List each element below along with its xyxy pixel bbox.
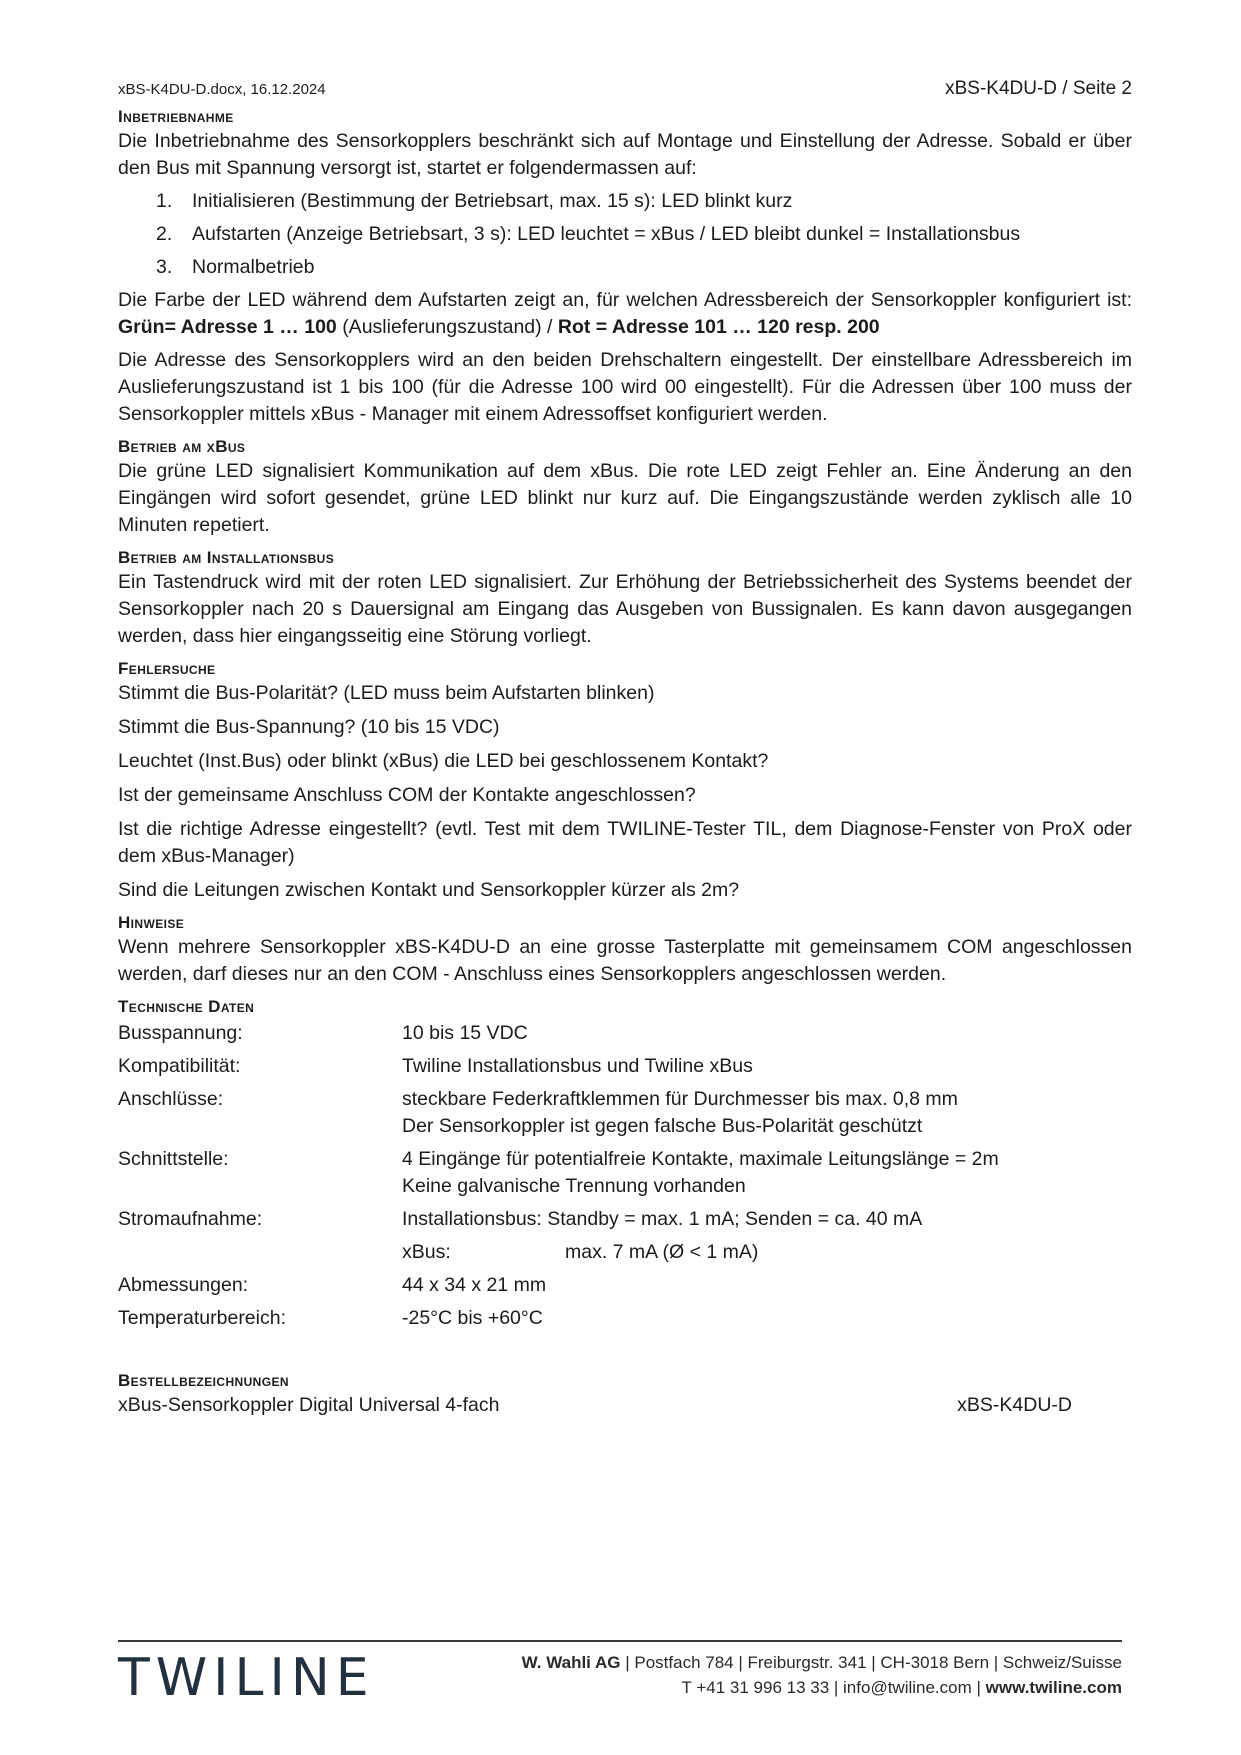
table-row [118, 1305, 1132, 1338]
spec-value: Twiline Installationsbus und Twiline xBus [402, 1055, 753, 1077]
company-contact-line [522, 1675, 1122, 1700]
spec-sub-value: max. 7 mA (Ø < 1 mA) [565, 1241, 759, 1263]
led-delivery-state: (Auslieferungszustand) / [342, 316, 553, 338]
table-row [118, 1272, 1132, 1305]
table-row [118, 1086, 1132, 1146]
startup-steps-list [118, 188, 1132, 281]
order-product-name: xBus-Sensorkoppler Digital Universal 4-fach [118, 1394, 500, 1416]
page-footer [118, 1640, 1122, 1708]
spec-value-line: Keine galvanische Trennung vorhanden [402, 1175, 746, 1197]
spec-key: Abmessungen: [118, 1274, 249, 1296]
spec-value: 44 x 34 x 21 mm [402, 1274, 547, 1296]
spec-value: -25°C bis +60°C [402, 1307, 543, 1329]
table-row [118, 1146, 1132, 1206]
twiline-logo: TWILINE [118, 1648, 375, 1708]
step-number: 1. [156, 190, 173, 212]
page-header [118, 78, 1132, 104]
spec-value-line [402, 1239, 1132, 1266]
section-title-fehlersuche: Fehlersuche [118, 659, 216, 678]
led-color-text: Die Farbe der LED während dem Aufstarten zeigt an, für welchen Adressbereich der Sensorkoppler konfiguriert ist: [118, 289, 1132, 311]
section-title-inbetriebnahme: Inbetriebnahme [118, 107, 234, 126]
led-red-range: Rot = Adresse 101 … 120 resp. 200 [557, 316, 880, 338]
order-row [118, 1392, 1132, 1419]
company-address-line [522, 1650, 1122, 1675]
table-row [118, 1053, 1132, 1086]
spec-key: Stromaufnahme: [118, 1208, 263, 1230]
list-item: Sind die Leitungen zwischen Kontakt und Sensorkoppler kürzer als 2m? [118, 879, 740, 901]
spec-value-multiline [402, 1086, 1132, 1146]
led-color-paragraph [118, 287, 1132, 341]
step-text: Initialisieren (Bestimmung der Betriebsart, max. 15 s): LED blinkt kurz [192, 190, 793, 212]
section-title-technische-daten: Technische Daten [118, 997, 255, 1016]
led-green-range: Grün= Adresse 1 … 100 [118, 316, 337, 338]
list-item: Ist der gemeinsame Anschluss COM der Kontakte angeschlossen? [118, 784, 696, 806]
header-page-number: xBS-K4DU-D / Seite 2 [945, 78, 1132, 99]
section-title-betrieb-xbus: Betrieb am xBus [118, 437, 246, 456]
spec-value-line: 4 Eingänge für potentialfreie Kontakte, maximale Leitungslänge = 2m [402, 1148, 999, 1170]
spec-value-line: steckbare Federkraftklemmen für Durchmesser bis max. 0,8 mm [402, 1088, 958, 1110]
spec-value-line: Installationsbus: Standby = max. 1 mA; Senden = ca. 40 mA [402, 1208, 923, 1230]
betrieb-installationsbus-text: Ein Tastendruck wird mit der roten LED signalisiert. Zur Erhöhung der Betriebssicherheit des Systems beendet der Sensorkoppler nach 20 s Dauersignal am Eingang das Ausgeben von Bussignalen. Es kann davon ausgegangen werden, dass hier eingangsseitig eine Störung vorliegt. [118, 571, 1132, 647]
company-address: | Postfach 784 | Freiburgstr. 341 | CH-3018 Bern | Schweiz/Suisse [625, 1653, 1122, 1672]
spec-key: Anschlüsse: [118, 1088, 224, 1110]
address-paragraph: Die Adresse des Sensorkopplers wird an den beiden Drehschaltern eingestellt. Der einstellbare Adressbereich im Auslieferungszustand ist 1 bis 100 (für die Adresse 100 wird 00 eingestellt). Für die Adressen über 100 muss der Sensorkoppler mittels xBus - Manager mit einem Adressoffset konfiguriert werden. [118, 349, 1132, 425]
section-title-bestellbezeichnungen: Bestellbezeichnungen [118, 1371, 289, 1390]
company-contact: T +41 31 996 13 33 | info@twiline.com | [681, 1678, 981, 1697]
header-filename: xBS-K4DU-D.docx, 16.12.2024 [118, 81, 326, 98]
spec-value: 10 bis 15 VDC [402, 1022, 528, 1044]
list-item: Stimmt die Bus-Spannung? (10 bis 15 VDC) [118, 716, 500, 738]
document-page [118, 78, 1132, 1419]
company-website-link[interactable]: www.twiline.com [985, 1678, 1122, 1697]
step-number: 3. [156, 256, 173, 278]
list-item: Leuchtet (Inst.Bus) oder blinkt (xBus) die LED bei geschlossenem Kontakt? [118, 750, 769, 772]
spec-sub-key: xBus: [402, 1241, 451, 1263]
section-title-betrieb-installationsbus: Betrieb am Installationsbus [118, 548, 335, 567]
spec-value-multiline [402, 1146, 1132, 1206]
list-item [118, 221, 1132, 248]
technical-data-table [118, 1020, 1132, 1338]
spec-value-multiline [402, 1206, 1132, 1272]
company-name: W. Wahli AG [521, 1653, 621, 1672]
list-item: Stimmt die Bus-Polarität? (LED muss beim Aufstarten blinken) [118, 682, 655, 704]
table-row [118, 1020, 1132, 1053]
inbetriebnahme-intro: Die Inbetriebnahme des Sensorkopplers beschränkt sich auf Montage und Einstellung der Adresse. Sobald er über den Bus mit Spannung versorgt ist, startet er folgendermassen auf: [118, 130, 1132, 179]
betrieb-xbus-text: Die grüne LED signalisiert Kommunikation auf dem xBus. Die rote LED zeigt Fehler an. Eine Änderung an den Eingängen wird sofort gesendet, grüne LED blinkt nur kurz auf. Die Eingangszustände werden zyklisch alle 10 Minuten repetiert. [118, 460, 1132, 536]
section-title-hinweise: Hinweise [118, 913, 185, 932]
spec-key: Busspannung: [118, 1022, 243, 1044]
list-item: Ist die richtige Adresse eingestellt? (evtl. Test mit dem TWILINE-Tester TIL, dem Diagnose-Fenster von ProX oder dem xBus-Manager) [118, 818, 1132, 867]
hinweise-text: Wenn mehrere Sensorkoppler xBS-K4DU-D an eine grosse Tasterplatte mit gemeinsamem COM angeschlossen werden, darf dieses nur an den COM - Anschluss eines Sensorkopplers angeschlossen werden. [118, 936, 1132, 985]
list-item [118, 188, 1132, 215]
order-product-code: xBS-K4DU-D [957, 1394, 1072, 1416]
spec-value-line: Der Sensorkoppler ist gegen falsche Bus-Polarität geschützt [402, 1115, 923, 1137]
company-info [522, 1650, 1122, 1700]
list-item [118, 254, 1132, 281]
table-row [118, 1206, 1132, 1272]
footer-divider [118, 1640, 1122, 1642]
step-text: Aufstarten (Anzeige Betriebsart, 3 s): LED leuchtet = xBus / LED bleibt dunkel = Installationsbus [192, 223, 1021, 245]
step-text: Normalbetrieb [192, 256, 315, 278]
spec-key: Temperaturbereich: [118, 1307, 286, 1329]
spec-key: Kompatibilität: [118, 1055, 241, 1077]
spec-key: Schnittstelle: [118, 1148, 229, 1170]
step-number: 2. [156, 223, 173, 245]
